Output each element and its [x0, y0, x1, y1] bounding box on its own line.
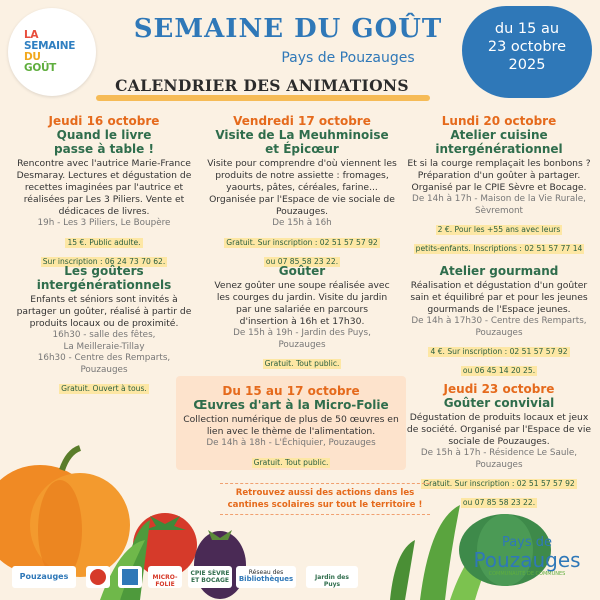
date-badge-line-1: du 15 au: [494, 21, 560, 37]
event-registration: ou 06 45 14 20 25.: [462, 366, 536, 375]
event-time-place: La Meilleraie-Tillay: [63, 341, 145, 352]
event-date: Lundi 20 octobre: [441, 114, 557, 128]
bibliotheques-logo-line-1: Réseau des: [248, 569, 284, 576]
event-date: Vendredi 17 octobre: [233, 114, 371, 128]
event-price: 2 €. Pour les +55 ans avec leurs: [437, 225, 561, 234]
event-registration: Sur inscription : 06 24 73 70 62.: [42, 256, 166, 266]
event-title: Atelier cuisine: [450, 128, 548, 142]
date-badge-line-2: 23 octobre: [487, 39, 567, 55]
calendar-title: CALENDRIER DES ANIMATIONS: [115, 76, 409, 95]
event-card: [10, 114, 198, 268]
event-time-place: De 15h à 16h: [272, 218, 332, 228]
event-description: Visite pour comprendre d'où viennent les produits de notre assiette : fromages, yaourts, pâtes, céréales, farine... Organisée par l'Espace de vie sociale de Pouzauges.: [207, 158, 397, 217]
event-title: passe à table !: [54, 142, 154, 156]
ppz-line-3: COMMUNAUTÉ DE COMMUNES: [488, 571, 566, 577]
ppz-line-2: Pouzauges: [473, 548, 581, 572]
event-price: Gratuit. Tout public.: [264, 359, 340, 368]
event-card: [10, 264, 198, 395]
event-time-place: De 15h à 17h - Résidence Le Saule,: [420, 448, 578, 458]
event-time-place: Pouzauges: [278, 339, 326, 350]
cpie-logo: CPIE SÈVRE ET BOCAGE: [188, 566, 232, 588]
event-description: Dégustation de produits locaux et jeux de société. Organisé par l'Espace de vie sociale de Pouzauges.: [406, 412, 592, 447]
page-title: SEMAINE DU GOÛT: [133, 14, 443, 44]
event-date: Jeudi 23 octobre: [443, 382, 555, 396]
logo-line-2: SEMAINE: [24, 40, 76, 52]
event-card: [206, 114, 398, 268]
jardin-des-puys-logo: Jardin des Puys: [306, 566, 358, 588]
event-date: Jeudi 16 octobre: [48, 114, 160, 128]
event-title: Goûter convivial: [443, 396, 555, 410]
event-registration: Gratuit. Sur inscription : 02 51 57 57 92: [423, 479, 575, 488]
event-time-place: 19h - Les 3 Piliers, Le Boupère: [37, 218, 171, 228]
event-price: 15 €. Public adulte.: [67, 237, 141, 247]
event-card: [404, 114, 594, 255]
event-title: Atelier gourmand: [439, 264, 559, 278]
event-title: Goûter: [278, 264, 326, 278]
event-price: Gratuit. Ouvert à tous.: [61, 384, 147, 393]
event-description: Collection numérique de plus de 50 œuvres en lien avec le thème de l'alimentation.: [183, 414, 399, 437]
bibliotheques-logo-line-2: Bibliothèques: [238, 575, 294, 583]
pays-de-pouzauges-logo: [462, 536, 592, 578]
bibliotheques-logo: [236, 566, 296, 588]
semaine-du-gout-logo: [8, 8, 96, 96]
event-description: Venez goûter une soupe réalisée avec les courges du jardin. Visite du jardin par une salariée en parcours d'insertion à 16h et 17h30.: [214, 280, 390, 327]
event-description: Rencontre avec l'autrice Marie-France Desmaray. Lectures et dégustation de recettes imaginées par l'autrice et réalisées par Les 3 Piliers. Vente et dédicaces de livres.: [16, 158, 192, 217]
event-title: Visite de La Meuhminoise: [215, 128, 389, 142]
event-time-place: 16h30 - Centre des Remparts,: [37, 353, 171, 363]
event-time-place: De 15h à 19h - Jardin des Puys,: [233, 328, 371, 338]
logo-line-3: DU: [24, 51, 41, 63]
logo-line-4: GOÛT: [24, 62, 57, 74]
event-time-place: 16h30 - salle des fêtes,: [52, 330, 156, 340]
page-subtitle: Pays de Pouzauges: [281, 50, 415, 66]
event-title: Les goûters: [64, 264, 144, 278]
pumpkin-icon: [0, 448, 130, 580]
canteen-note: Retrouvez aussi des actions dans les cantines scolaires sur tout le territoire !: [220, 483, 430, 515]
event-registration: Gratuit. Sur inscription : 02 51 57 57 92: [226, 237, 378, 247]
micro-folie-logo: MICRO-FOLIE: [148, 566, 182, 588]
event-registration: ou 07 85 58 23 22.: [462, 498, 536, 507]
logo-wordmark: [24, 30, 84, 74]
event-time-place: Pouzauges: [80, 364, 128, 375]
event-title: intergénérationnels: [36, 278, 172, 292]
ppz-line-1: Pays de: [501, 535, 553, 550]
event-description: Et si la courge remplaçait les bonbons ? Préparation d'un goûter à partager. Organisé par le CPIE Sèvre et Bocage.: [407, 158, 591, 193]
event-price: Gratuit. Tout public.: [253, 457, 329, 467]
event-time-place: De 14h à 17h30 - Centre des Remparts, Pouzauges: [411, 316, 587, 338]
event-title: Quand le livre: [56, 128, 152, 142]
event-title: et Épicœur: [265, 142, 339, 156]
date-badge-line-3: 2025: [508, 57, 546, 73]
eggplant-icon: [194, 530, 246, 599]
event-registration: ou 07 85 58 23 22.: [265, 256, 339, 266]
event-price: 4 €. Sur inscription : 02 51 57 57 92: [430, 347, 568, 356]
logo-line-1: LA: [24, 29, 39, 41]
event-title: intergénérationnel: [435, 142, 563, 156]
date-badge: [462, 6, 592, 98]
title-highlight: [96, 95, 430, 101]
event-time-place: De 14h à 18h - L'Échiquier, Pouzauges: [206, 438, 376, 448]
event-time-place: Pouzauges: [475, 459, 523, 470]
event-title: Œuvres d'art à la Micro-Folie: [193, 398, 389, 412]
partner-logo: [118, 566, 142, 588]
event-time-place: De 14h à 17h - Maison de la Vie Rurale, Sèvremont: [412, 194, 586, 216]
partner-logo: [86, 566, 110, 588]
event-registration: petits-enfants. Inscriptions : 02 51 57 77 14: [415, 244, 583, 253]
partner-emblem-icon: [118, 566, 142, 588]
event-description: Réalisation et dégustation d'un goûter sain et équilibré par et pour les jeunes gourmands de l'Espace jeunes.: [410, 280, 588, 315]
event-description: Enfants et séniors sont invités à partager un goûter, réalisé à partir de produits locaux ou de proximité.: [16, 294, 192, 329]
event-date: Du 15 au 17 octobre: [222, 384, 360, 398]
event-card: [212, 264, 392, 370]
event-card: [404, 264, 594, 377]
partner-emblem-icon: [86, 566, 110, 588]
pouzauges-logo: Pouzauges: [12, 566, 76, 588]
